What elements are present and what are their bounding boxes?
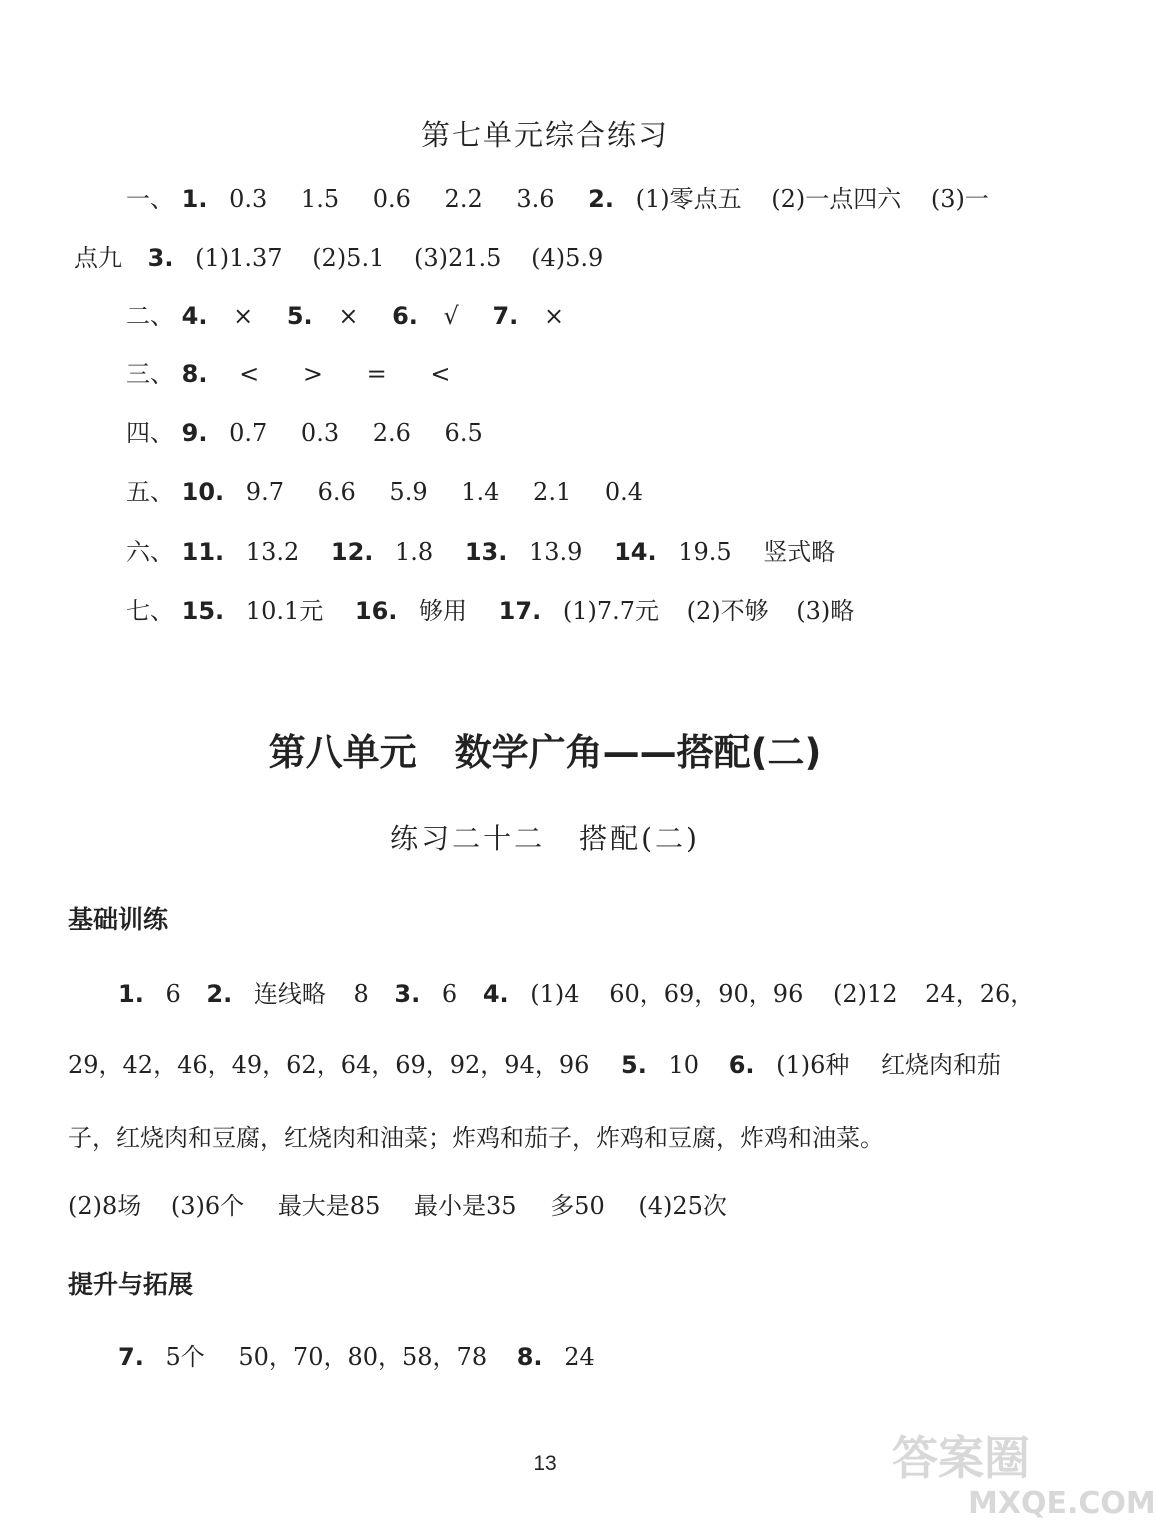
answer-value: 5.9 bbox=[389, 478, 428, 506]
extension-line-1 bbox=[118, 1341, 595, 1373]
basic-training-heading: 基础训练 bbox=[68, 905, 169, 934]
answer-value: (2)8场 bbox=[68, 1192, 142, 1220]
page-number: 13 bbox=[533, 1452, 557, 1475]
question-number: 11. bbox=[181, 538, 225, 566]
answer-value: 1.5 bbox=[300, 185, 340, 213]
section-label: 六、 bbox=[126, 538, 174, 566]
basic-line-3 bbox=[68, 1122, 884, 1154]
answer-value: (1)1.37 bbox=[195, 244, 283, 272]
answer-value: 13.2 bbox=[245, 538, 300, 566]
answer-value: (3)略 bbox=[796, 597, 855, 625]
unit7-line-7 bbox=[126, 536, 835, 568]
basic-line-2 bbox=[68, 1049, 1001, 1081]
question-number: 1. bbox=[118, 980, 144, 1008]
unit8-title-number: 第八单元 bbox=[268, 731, 417, 774]
exercise-title-topic: 搭配(二) bbox=[579, 822, 700, 855]
unit7-line-1 bbox=[126, 183, 989, 215]
answer-value: < bbox=[239, 360, 260, 388]
question-number: 7. bbox=[118, 1343, 144, 1371]
answer-value: 29，42，46，49，62，64，69，92，94，96 bbox=[68, 1051, 590, 1079]
section-label: 七、 bbox=[126, 597, 174, 625]
unit7-line-8 bbox=[126, 595, 854, 627]
question-number: 10. bbox=[181, 478, 225, 506]
answer-value: 0.4 bbox=[604, 478, 644, 506]
answer-value: (4)25次 bbox=[638, 1192, 727, 1220]
answer-value: 0.3 bbox=[229, 185, 268, 213]
answer-value: 8 bbox=[353, 980, 369, 1008]
answer-value: 2.1 bbox=[533, 478, 572, 506]
answer-value: 0.3 bbox=[300, 419, 340, 447]
question-number: 3. bbox=[147, 244, 174, 272]
answer-value: 最小是35 bbox=[414, 1192, 517, 1220]
answer-value: 6 bbox=[441, 980, 458, 1008]
section-label: 二、 bbox=[126, 302, 174, 330]
answer-value: 连线略 bbox=[253, 980, 326, 1008]
answer-value: 5个 bbox=[165, 1343, 205, 1371]
answer-value: × bbox=[543, 302, 565, 330]
section-label: 五、 bbox=[126, 478, 174, 506]
question-number: 16. bbox=[354, 597, 398, 625]
answer-value: 0.6 bbox=[372, 185, 411, 213]
answer-value: < bbox=[430, 360, 451, 388]
answer-value: 子，红烧肉和豆腐，红烧肉和油菜；炸鸡和茄子，炸鸡和豆腐，炸鸡和油菜。 bbox=[68, 1124, 884, 1152]
answer-value: 60，69，90，96 bbox=[609, 980, 804, 1008]
answer-value: × bbox=[233, 302, 254, 330]
answer-value: 2.2 bbox=[444, 185, 483, 213]
answer-value: 19.5 bbox=[678, 538, 732, 566]
answer-value: (1)7.7元 bbox=[562, 597, 659, 625]
answer-value: √ bbox=[443, 302, 459, 330]
answer-value: 50，70，80，58，78 bbox=[238, 1343, 488, 1371]
answer-value: 6 bbox=[165, 980, 181, 1008]
answer-value: (2)一点四六 bbox=[771, 185, 902, 213]
answer-value: (4)5.9 bbox=[531, 244, 604, 272]
question-number: 4. bbox=[482, 980, 509, 1008]
answer-value: 1.8 bbox=[395, 538, 434, 566]
answer-value: 10.1元 bbox=[245, 597, 324, 625]
answer-value: (3)一 bbox=[930, 185, 989, 213]
answer-value: (2)5.1 bbox=[312, 244, 385, 272]
unit7-line-6 bbox=[126, 476, 643, 508]
unit8-title-topic: 数学广角——搭配(二) bbox=[454, 731, 822, 774]
exercise-title-number: 练习二十二 bbox=[390, 822, 546, 855]
answer-value: (2)不够 bbox=[686, 597, 769, 625]
answer-value: 10 bbox=[668, 1051, 700, 1079]
answer-value: 24 bbox=[564, 1343, 595, 1371]
question-number: 1. bbox=[181, 185, 208, 213]
basic-line-4 bbox=[68, 1190, 727, 1222]
section-label: 四、 bbox=[126, 419, 174, 447]
question-number: 6. bbox=[728, 1051, 755, 1079]
question-number: 2. bbox=[206, 980, 233, 1008]
question-number: 8. bbox=[516, 1343, 543, 1371]
answer-value: 3.6 bbox=[516, 185, 555, 213]
answer-value: (3)6个 bbox=[170, 1192, 245, 1220]
answer-value: 够用 bbox=[419, 597, 468, 625]
unit7-title: 第七单元综合练习 bbox=[420, 118, 669, 152]
answer-value: 红烧肉和茄 bbox=[881, 1051, 1002, 1079]
question-number: 13. bbox=[464, 538, 508, 566]
unit7-line-3 bbox=[126, 300, 564, 332]
exercise-title bbox=[0, 817, 1090, 857]
answer-value: 9.7 bbox=[245, 478, 284, 506]
answer-value: (1)4 bbox=[530, 980, 580, 1008]
answer-value: 13.9 bbox=[529, 538, 583, 566]
question-number: 2. bbox=[588, 185, 614, 213]
answer-value: (2)12 bbox=[832, 980, 898, 1008]
question-number: 4. bbox=[181, 302, 208, 330]
question-number: 12. bbox=[330, 538, 374, 566]
question-number: 9. bbox=[181, 419, 208, 447]
unit7-line-2 bbox=[74, 242, 603, 274]
answer-value: > bbox=[302, 360, 323, 388]
answer-value: 竖式略 bbox=[763, 538, 836, 566]
question-number: 15. bbox=[181, 597, 225, 625]
watermark-url: MXQE.COM bbox=[968, 1486, 1156, 1521]
answer-value: 最大是85 bbox=[277, 1192, 381, 1220]
answer-value: 点九 bbox=[74, 244, 122, 272]
basic-line-1 bbox=[118, 978, 1034, 1010]
answer-value: (1)零点五 bbox=[635, 185, 742, 213]
question-number: 7. bbox=[492, 302, 519, 330]
question-number: 14. bbox=[614, 538, 657, 566]
extension-heading: 提升与拓展 bbox=[68, 1270, 194, 1299]
section-label: 三、 bbox=[126, 360, 174, 388]
question-number: 8. bbox=[181, 360, 208, 388]
section-label: 一、 bbox=[126, 185, 174, 213]
answer-value: 多50 bbox=[550, 1192, 605, 1220]
unit8-title bbox=[0, 722, 1090, 776]
answer-value: (1)6种 bbox=[776, 1051, 850, 1079]
unit7-line-5 bbox=[126, 417, 483, 449]
answer-value: × bbox=[338, 302, 359, 330]
question-number: 17. bbox=[498, 597, 542, 625]
answer-value: (3)21.5 bbox=[414, 244, 502, 272]
answer-value: 0.7 bbox=[229, 419, 268, 447]
answer-value: 24，26， bbox=[925, 980, 1035, 1008]
question-number: 5. bbox=[286, 302, 313, 330]
answer-value: 6.6 bbox=[317, 478, 356, 506]
question-number: 3. bbox=[394, 980, 421, 1008]
watermark-logo: 答案圈 bbox=[892, 1431, 1030, 1485]
answer-value: 2.6 bbox=[372, 419, 411, 447]
unit7-line-4 bbox=[126, 358, 450, 390]
question-number: 6. bbox=[392, 302, 418, 330]
answer-value: 1.4 bbox=[461, 478, 500, 506]
question-number: 5. bbox=[621, 1051, 647, 1079]
answer-value: 6.5 bbox=[444, 419, 483, 447]
answer-value: = bbox=[366, 360, 387, 388]
